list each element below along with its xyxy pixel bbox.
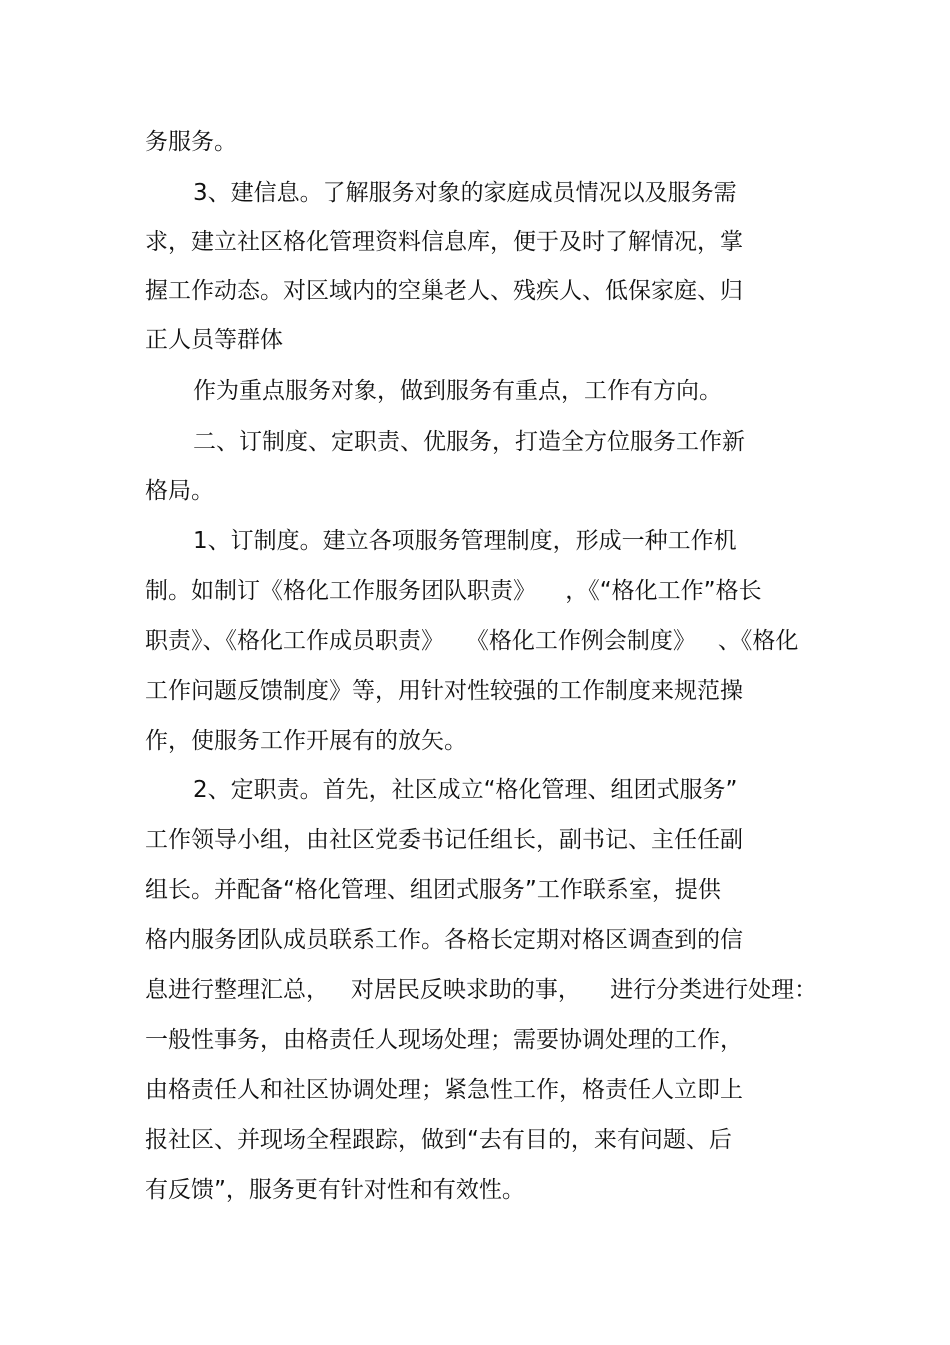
paragraph-line-16: 组长。并配备“格化管理、组团式服务”工作联系室，提供 <box>145 877 721 903</box>
paragraph-line-1: 务服务。 <box>145 129 237 155</box>
paragraph-line-6: 作为重点服务对象，做到服务有重点，工作有方向。 <box>193 378 722 404</box>
paragraph-line-5: 正人员等群体 <box>145 327 283 353</box>
paragraph-line-18: 息进行整理汇总， 对居民反映求助的事， 进行分类进行处理： <box>145 977 818 1003</box>
paragraph-line-15: 工作领导小组，由社区党委书记任组长，副书记、主任任副 <box>145 827 743 853</box>
paragraph-line-11: 职责》、《格化工作成员职责》 《格化工作例会制度》 、《格化 <box>145 628 799 654</box>
paragraph-line-7: 二、订制度、定职责、优服务，打造全方位服务工作新 <box>193 429 745 455</box>
paragraph-line-20: 由格责任人和社区协调处理；紧急性工作，格责任人立即上 <box>145 1077 743 1103</box>
paragraph-line-17: 格内服务团队成员联系工作。各格长定期对格区调查到的信 <box>145 927 743 953</box>
paragraph-line-8: 格局。 <box>145 478 214 504</box>
paragraph-line-2: 3、建信息。了解服务对象的家庭成员情况以及服务需 <box>193 180 737 206</box>
paragraph-line-12: 工作问题反馈制度》等，用针对性较强的工作制度来规范操 <box>145 678 743 704</box>
paragraph-line-9: 1、订制度。建立各项服务管理制度，形成一种工作机 <box>193 528 737 554</box>
paragraph-line-14: 2、定职责。首先，社区成立“格化管理、组团式服务” <box>193 777 738 803</box>
paragraph-line-19: 一般性事务，由格责任人现场处理；需要协调处理的工作， <box>145 1027 743 1053</box>
paragraph-line-4: 握工作动态。对区域内的空巢老人、残疾人、低保家庭、归 <box>145 278 743 304</box>
paragraph-line-10: 制。如制订《格化工作服务团队职责》 ，《“格化工作”格长 <box>145 578 762 604</box>
paragraph-line-21: 报社区、并现场全程跟踪，做到“去有目的，来有问题、后 <box>145 1127 732 1153</box>
paragraph-line-22: 有反馈”，服务更有针对性和有效性。 <box>145 1177 525 1203</box>
paragraph-line-13: 作，使服务工作开展有的放矢。 <box>145 728 467 754</box>
paragraph-line-3: 求，建立社区格化管理资料信息库，便于及时了解情况，掌 <box>145 229 743 255</box>
